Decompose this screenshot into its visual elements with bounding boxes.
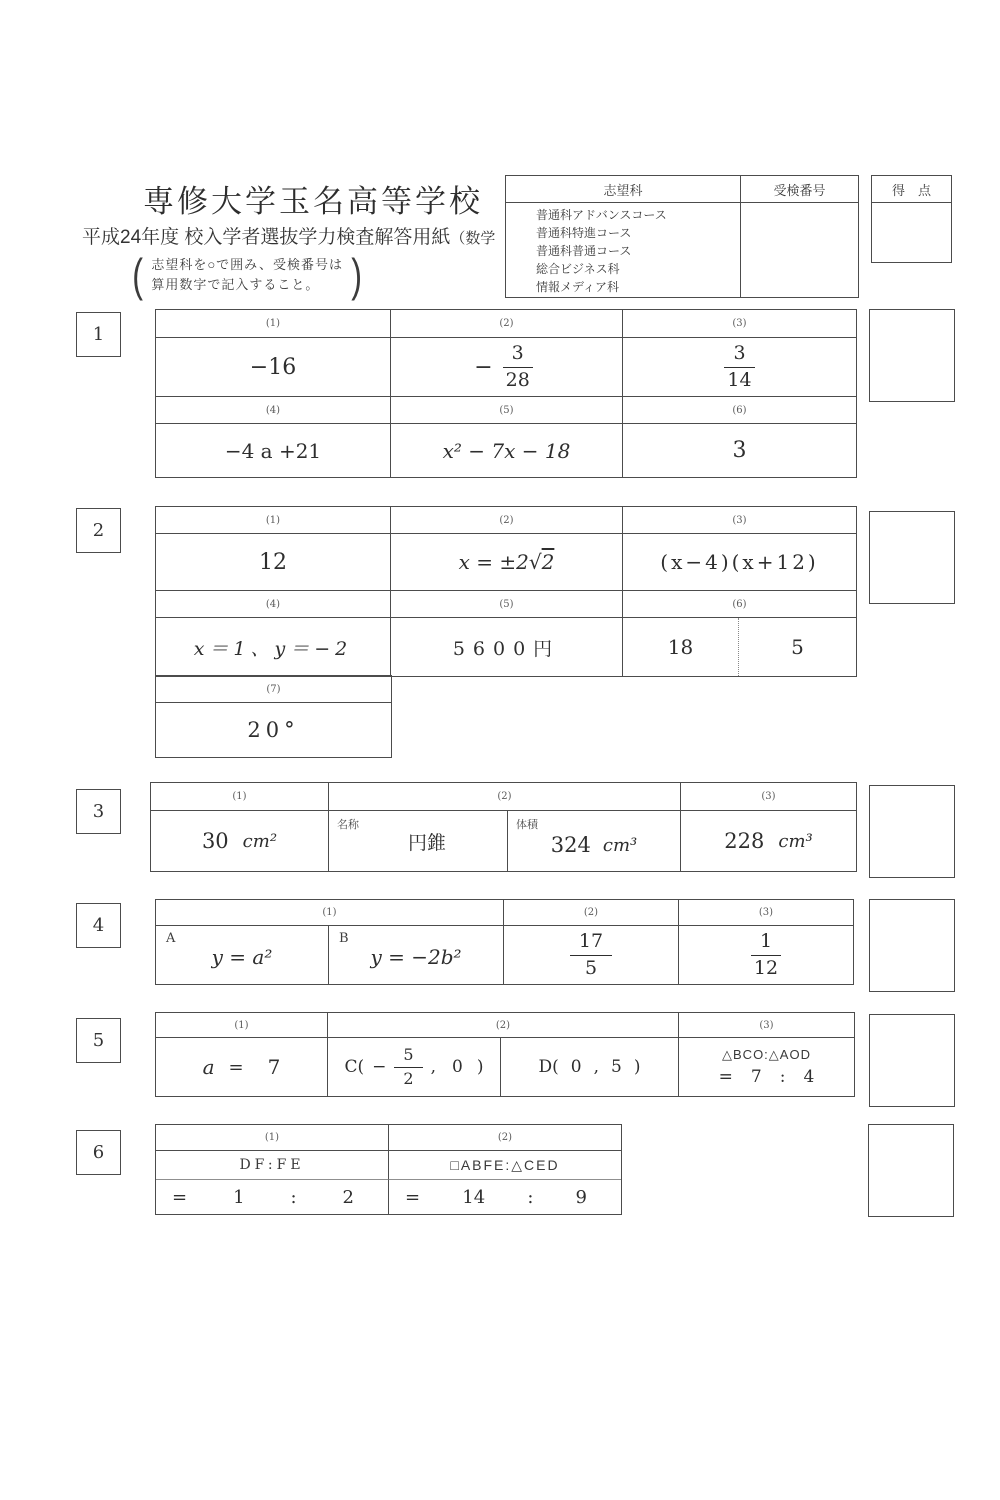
section-2-number: 2 xyxy=(76,508,121,553)
value: 228 xyxy=(724,829,765,853)
numerator: 3 xyxy=(503,344,533,368)
answer-2-5: 5600円 xyxy=(391,618,623,676)
answer-5-3 xyxy=(679,1038,854,1096)
answer-1-2 xyxy=(391,338,623,397)
course-option: 普通科普通コース xyxy=(536,244,632,258)
denominator: 2 xyxy=(403,1068,414,1088)
score-box-3 xyxy=(869,785,955,878)
unit: cm² xyxy=(242,830,278,852)
comma: , xyxy=(593,1057,600,1077)
course-option: 情報メディア科 xyxy=(536,280,620,294)
numerator: 5 xyxy=(394,1047,422,1068)
answer-1-4: −4 a +21 xyxy=(156,424,391,477)
q-label: (3) xyxy=(679,1013,854,1038)
q-label: (3) xyxy=(623,507,856,534)
answer-2-3: (x−4)(x+12) xyxy=(623,534,856,591)
sign: − xyxy=(372,1057,387,1077)
section-5-table xyxy=(155,1012,855,1097)
q-label: (2) xyxy=(391,507,623,534)
answer-2-6-left: 18 xyxy=(623,618,739,676)
q-label: (4) xyxy=(156,397,391,424)
section-5-number: 5 xyxy=(76,1018,121,1063)
score-box-2 xyxy=(869,511,955,604)
section-3-number: 3 xyxy=(76,789,121,834)
radicand: 2 xyxy=(541,550,555,574)
subject-label: （数学 xyxy=(450,230,496,247)
solid-name: 円錐 xyxy=(407,832,446,854)
course-option: 総合ビジネス科 xyxy=(536,262,620,276)
ratio-left: 14 xyxy=(462,1186,486,1208)
section-4-table xyxy=(155,899,854,985)
course-list xyxy=(506,203,741,297)
form-title: 平成24年度 校入学者選抜学力検査解答用紙 xyxy=(82,227,451,248)
point-c-close: ) xyxy=(476,1057,484,1077)
section-1-table xyxy=(155,309,857,478)
q-label: (7) xyxy=(156,676,391,703)
answer-1-6: 3 xyxy=(732,438,747,463)
ratio-colon: : xyxy=(527,1186,534,1208)
section-6-table xyxy=(155,1124,622,1215)
q-label: (5) xyxy=(391,591,623,618)
total-score-field xyxy=(872,203,951,262)
q-label: (6) xyxy=(623,397,856,424)
score-box-1 xyxy=(869,309,955,402)
answer-1-1: −16 xyxy=(156,338,391,397)
numerator: 3 xyxy=(724,344,754,368)
q-label: (3) xyxy=(679,900,853,926)
answer-2-6-right: 5 xyxy=(791,635,804,659)
ratio-left: 7 xyxy=(750,1067,762,1087)
equals: = xyxy=(405,1186,421,1208)
q-label: (3) xyxy=(623,310,856,338)
q-label: (6) xyxy=(623,591,856,618)
denominator: 12 xyxy=(753,956,779,979)
ratio-right: 9 xyxy=(575,1186,587,1208)
point-b-label: B xyxy=(339,931,349,946)
q-label: (1) xyxy=(156,1125,389,1151)
q-label: (2) xyxy=(389,1125,621,1151)
section-1-number: 1 xyxy=(76,312,121,357)
answer-3-2-name xyxy=(329,811,508,871)
answer-2-4: x＝1、y＝−2 xyxy=(156,618,391,676)
school-name: 専修大学玉名高等学校 xyxy=(143,184,483,219)
variable: a xyxy=(202,1055,215,1079)
section-4-number: 4 xyxy=(76,903,121,948)
answer-2-6 xyxy=(623,618,856,676)
denominator: 5 xyxy=(584,956,598,979)
total-score-table xyxy=(871,175,952,263)
value: 30 xyxy=(201,829,229,853)
fraction-sign: − xyxy=(474,354,493,380)
fraction xyxy=(497,341,539,391)
section-6-number: 6 xyxy=(76,1130,121,1175)
q-label: (2) xyxy=(504,900,679,926)
x-coordinate: 0 xyxy=(570,1057,582,1077)
point-c-open: C( xyxy=(344,1057,365,1077)
equals: = xyxy=(172,1186,188,1208)
note-paren-open: ( xyxy=(132,249,144,301)
q-label: (3) xyxy=(681,783,856,811)
equation: y = −2b² xyxy=(370,945,462,969)
fraction xyxy=(570,929,612,979)
ratio-right: 4 xyxy=(803,1067,815,1087)
note-paren-close: ) xyxy=(351,249,362,301)
score-box-5 xyxy=(869,1014,955,1107)
answer-3-1 xyxy=(151,811,329,871)
answer-6-2 xyxy=(389,1180,621,1214)
form-title-line xyxy=(82,222,495,249)
fraction xyxy=(718,341,760,391)
ratio-heading-1: DF:FE xyxy=(156,1151,389,1180)
point-d-open: D( xyxy=(538,1057,559,1077)
denominator: 28 xyxy=(505,368,530,391)
answer-6-1 xyxy=(156,1180,389,1214)
q-label: (1) xyxy=(151,783,329,811)
section-3-table xyxy=(150,782,857,872)
examinee-number-field xyxy=(741,203,858,297)
ratio-right: 2 xyxy=(342,1186,354,1208)
answer-1-5: x² − 7x − 18 xyxy=(391,424,623,477)
radical-sign: √ xyxy=(528,550,542,574)
name-field-label: 名称 xyxy=(337,819,359,831)
y-coordinate: 5 xyxy=(611,1057,622,1077)
answer-3-3 xyxy=(681,811,856,871)
course-option: 普通科アドバンスコース xyxy=(536,208,667,222)
q-label: (2) xyxy=(328,1013,679,1038)
course-number-table xyxy=(505,175,859,298)
ratio-colon: : xyxy=(290,1186,297,1208)
q-label: (1) xyxy=(156,310,391,338)
answer-5-2-D xyxy=(501,1038,679,1096)
equals: = xyxy=(718,1067,733,1087)
answer-4-2 xyxy=(504,926,679,984)
ratio-colon: : xyxy=(779,1067,786,1087)
number-column-header: 受検番号 xyxy=(741,176,858,203)
comma: , xyxy=(430,1057,436,1077)
score-box-6 xyxy=(868,1124,954,1217)
answer-3-2-volume xyxy=(508,811,681,871)
value: 324 xyxy=(550,833,591,857)
equals: = xyxy=(228,1056,244,1078)
section-2-table xyxy=(155,506,857,677)
answer-2-7: 20° xyxy=(247,718,300,742)
course-column-header: 志望科 xyxy=(506,176,741,203)
q-label: (1) xyxy=(156,1013,328,1038)
volume-field-label: 体積 xyxy=(516,819,538,831)
note-line-2: 算用数字で記入すること。 xyxy=(151,277,320,292)
fraction xyxy=(394,1044,422,1088)
q-label: (1) xyxy=(156,900,504,926)
ratio-heading-2: □ABFE:△CED xyxy=(389,1151,621,1180)
note-line-1: 志望科を○で囲み、受検番号は xyxy=(151,257,343,272)
y-coordinate: 0 xyxy=(452,1057,463,1077)
q-label: (5) xyxy=(391,397,623,424)
answer-2-1: 12 xyxy=(156,534,391,591)
answer-1-3 xyxy=(623,338,856,397)
denominator: 14 xyxy=(727,368,752,391)
numerator: 1 xyxy=(751,932,781,956)
answer-4-1-B xyxy=(329,926,504,984)
ratio-left: 1 xyxy=(233,1186,245,1208)
instruction-note xyxy=(130,249,364,301)
total-score-header: 得 点 xyxy=(872,176,951,203)
answer-4-1-A xyxy=(156,926,329,984)
expression: x = ±2 xyxy=(458,550,529,574)
q-label: (2) xyxy=(329,783,681,811)
answer-5-1 xyxy=(156,1038,328,1096)
answer-5-2-C xyxy=(328,1038,501,1096)
ratio-title: △BCO:△AOD xyxy=(722,1047,811,1062)
numerator: 17 xyxy=(570,932,612,956)
answer-4-3 xyxy=(679,926,853,984)
q-label: (1) xyxy=(156,507,391,534)
score-box-4 xyxy=(869,899,955,992)
unit: cm³ xyxy=(602,834,638,856)
course-option: 普通科特進コース xyxy=(536,226,632,240)
q-label: (2) xyxy=(391,310,623,338)
unit: cm³ xyxy=(778,830,813,852)
q-label: (4) xyxy=(156,591,391,618)
section-2-sub-table xyxy=(155,675,392,758)
fraction xyxy=(745,929,787,979)
equation: y = a² xyxy=(211,945,273,969)
value: 7 xyxy=(267,1055,281,1079)
point-a-label: A xyxy=(166,931,176,946)
point-d-close: ) xyxy=(633,1057,641,1077)
answer-2-2 xyxy=(391,534,623,591)
